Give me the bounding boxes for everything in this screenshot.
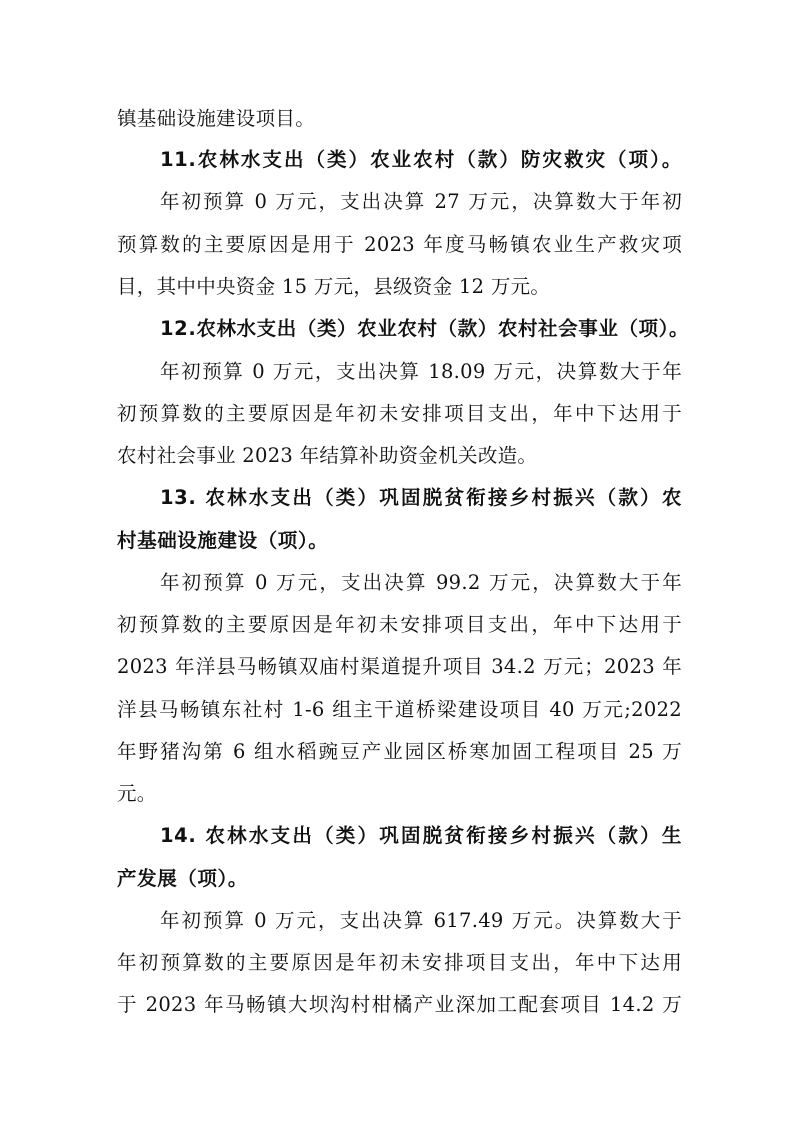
- section-heading-14: 14. 农林水支出（类）巩固脱贫衔接乡村振兴（款）生: [160, 824, 682, 847]
- paragraph-line: 年初预算 0 万元，支出决算 99.2 万元，决算数大于年: [160, 571, 682, 594]
- paragraph-line: 洋县马畅镇东社村 1-6 组主干道桥梁建设项目 40 万元;2022: [117, 698, 682, 721]
- paragraph-line: 预算数的主要原因是用于 2023 年度马畅镇农业生产救灾项: [117, 233, 682, 256]
- section-heading-12: 12.农林水支出（类）农业农村（款）农村社会事业（项）。: [160, 317, 690, 340]
- paragraph-line: 年野猪沟第 6 组水稻豌豆产业园区桥寒加固工程项目 25 万: [117, 740, 682, 763]
- paragraph-line: 元。: [117, 782, 157, 805]
- paragraph-line: 农村社会事业 2023 年结算补助资金机关改造。: [117, 444, 538, 467]
- paragraph-line: 初预算数的主要原因是年初未安排项目支出，年中下达用于: [117, 402, 682, 425]
- section-heading-13: 13. 农林水支出（类）巩固脱贫衔接乡村振兴（款）农: [160, 486, 682, 509]
- paragraph-line: 于 2023 年马畅镇大坝沟村柑橘产业深加工配套项目 14.2 万: [117, 993, 682, 1016]
- paragraph-line: 2023 年洋县马畅镇双庙村渠道提升项目 34.2 万元；2023 年: [117, 655, 682, 678]
- paragraph-line: 年初预算 0 万元，支出决算 617.49 万元。决算数大于: [160, 909, 682, 932]
- paragraph-line: 年初预算 0 万元，支出决算 18.09 万元，决算数大于年: [160, 360, 682, 383]
- section-heading-13-cont: 村基础设施建设（项）。: [117, 529, 329, 552]
- paragraph-line: 初预算数的主要原因是年初未安排项目支出，年中下达用于: [117, 613, 682, 636]
- section-heading-11: 11.农林水支出（类）农业农村（款）防灾救灾（项）。: [160, 148, 682, 171]
- paragraph-line: 目，其中中央资金 15 万元，县级资金 12 万元。: [117, 275, 551, 298]
- paragraph-line: 年初预算 0 万元，支出决算 27 万元，决算数大于年初: [160, 190, 682, 213]
- section-heading-14-cont: 产发展（项）。: [117, 867, 248, 890]
- paragraph-line: 年初预算数的主要原因是年初未安排项目支出，年中下达用: [117, 951, 682, 974]
- paragraph-line: 镇基础设施建设项目。: [117, 107, 316, 130]
